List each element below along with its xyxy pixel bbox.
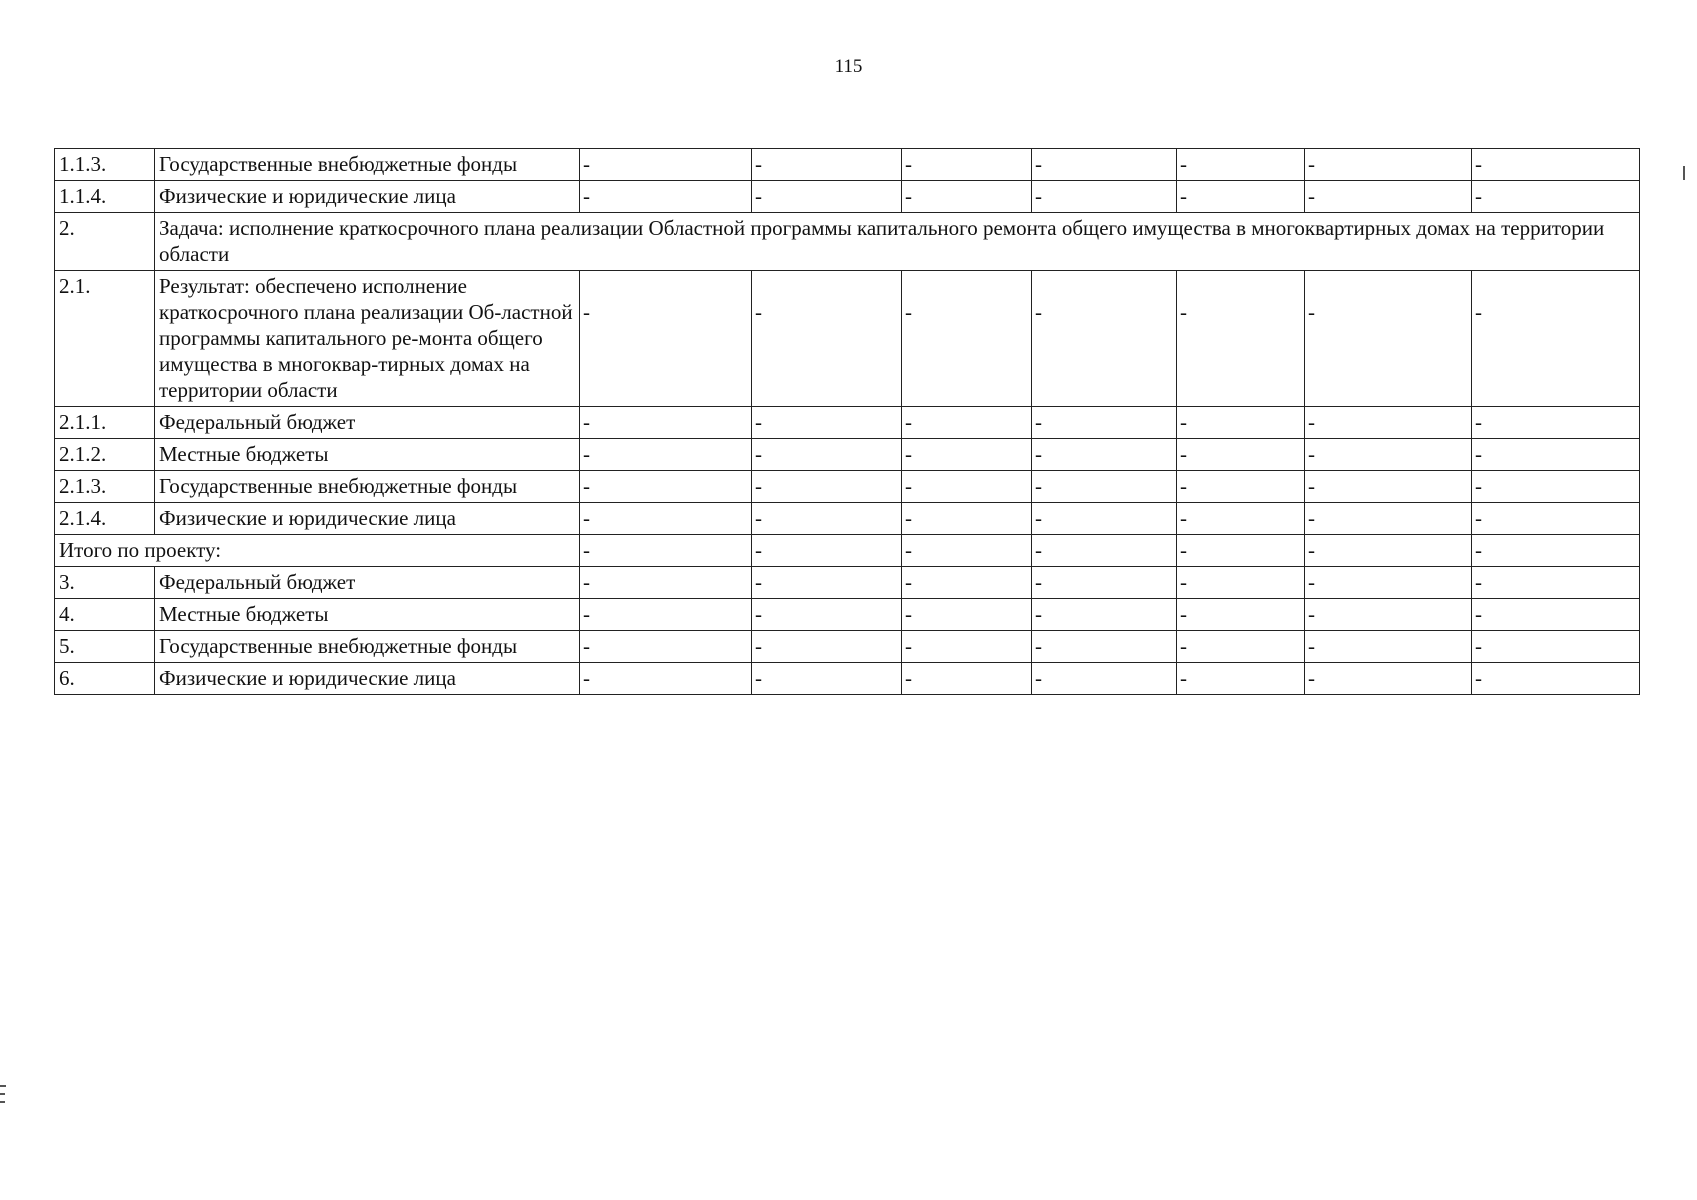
row-name: Государственные внебюджетные фонды xyxy=(155,631,580,663)
value-cell: - xyxy=(902,503,1032,535)
value-cell: - xyxy=(580,631,752,663)
value-cell: - xyxy=(1472,149,1640,181)
value-cell: - xyxy=(1177,271,1305,407)
row-name: Физические и юридические лица xyxy=(155,663,580,695)
budget-table-body xyxy=(55,149,1640,695)
value-cell: - xyxy=(1032,599,1177,631)
value-cell: - xyxy=(1472,471,1640,503)
budget-table-container xyxy=(54,148,1639,695)
value-cell: - xyxy=(902,271,1032,407)
value-cell: - xyxy=(1032,535,1177,567)
value-cell: - xyxy=(1177,439,1305,471)
row-name: Физические и юридические лица xyxy=(155,181,580,213)
value-cell: - xyxy=(1305,535,1472,567)
table-row xyxy=(55,407,1640,439)
value-cell: - xyxy=(1032,439,1177,471)
value-cell: - xyxy=(1177,567,1305,599)
table-row xyxy=(55,271,1640,407)
value-cell: - xyxy=(1177,663,1305,695)
value-cell: - xyxy=(580,663,752,695)
value-cell: - xyxy=(752,439,902,471)
value-cell: - xyxy=(580,271,752,407)
value-cell: - xyxy=(1032,663,1177,695)
value-cell: - xyxy=(902,535,1032,567)
row-name: Государственные внебюджетные фонды xyxy=(155,149,580,181)
value-cell: - xyxy=(752,631,902,663)
table-row xyxy=(55,181,1640,213)
value-cell: - xyxy=(1305,663,1472,695)
row-name: Местные бюджеты xyxy=(155,599,580,631)
page-number: 115 xyxy=(834,56,863,77)
value-cell: - xyxy=(1305,567,1472,599)
value-cell: - xyxy=(902,663,1032,695)
value-cell: - xyxy=(1177,471,1305,503)
scan-mark xyxy=(0,1085,6,1087)
value-cell: - xyxy=(1177,149,1305,181)
table-row xyxy=(55,149,1640,181)
table-row xyxy=(55,471,1640,503)
value-cell: - xyxy=(580,181,752,213)
value-cell: - xyxy=(752,181,902,213)
value-cell: - xyxy=(1032,271,1177,407)
result-description: Результат: обеспечено исполнение краткосрочного плана реализации Об-ластной программы капитального ре-монта общего имущества в многоквар-тирных домах на территории области xyxy=(155,271,580,407)
value-cell: - xyxy=(1032,567,1177,599)
table-row xyxy=(55,567,1640,599)
row-number: 4. xyxy=(55,599,155,631)
value-cell: - xyxy=(902,631,1032,663)
row-number: 2.1.3. xyxy=(55,471,155,503)
table-row xyxy=(55,663,1640,695)
value-cell: - xyxy=(1472,503,1640,535)
value-cell: - xyxy=(1305,439,1472,471)
table-row xyxy=(55,439,1640,471)
value-cell: - xyxy=(580,407,752,439)
row-name: Федеральный бюджет xyxy=(155,567,580,599)
row-number: 1.1.4. xyxy=(55,181,155,213)
value-cell: - xyxy=(902,567,1032,599)
table-row xyxy=(55,503,1640,535)
value-cell: - xyxy=(752,407,902,439)
value-cell: - xyxy=(1032,631,1177,663)
row-name: Государственные внебюджетные фонды xyxy=(155,471,580,503)
row-number: 2.1. xyxy=(55,271,155,407)
value-cell: - xyxy=(752,471,902,503)
row-number: 2.1.2. xyxy=(55,439,155,471)
value-cell: - xyxy=(580,439,752,471)
value-cell: - xyxy=(1472,599,1640,631)
value-cell: - xyxy=(580,567,752,599)
table-row xyxy=(55,599,1640,631)
value-cell: - xyxy=(580,535,752,567)
value-cell: - xyxy=(580,503,752,535)
value-cell: - xyxy=(752,149,902,181)
row-number: 6. xyxy=(55,663,155,695)
total-label: Итого по проекту: xyxy=(55,535,580,567)
value-cell: - xyxy=(1032,471,1177,503)
value-cell: - xyxy=(1472,567,1640,599)
value-cell: - xyxy=(1177,599,1305,631)
value-cell: - xyxy=(752,567,902,599)
table-row xyxy=(55,631,1640,663)
row-number: 2.1.1. xyxy=(55,407,155,439)
budget-table xyxy=(54,148,1640,695)
value-cell: - xyxy=(1177,535,1305,567)
value-cell: - xyxy=(1305,149,1472,181)
value-cell: - xyxy=(1305,471,1472,503)
row-number: 2.1.4. xyxy=(55,503,155,535)
scan-mark xyxy=(1683,166,1685,180)
value-cell: - xyxy=(1177,181,1305,213)
value-cell: - xyxy=(1032,503,1177,535)
value-cell: - xyxy=(1177,407,1305,439)
value-cell: - xyxy=(1305,503,1472,535)
value-cell: - xyxy=(902,407,1032,439)
value-cell: - xyxy=(1177,631,1305,663)
row-name: Физические и юридические лица xyxy=(155,503,580,535)
value-cell: - xyxy=(580,599,752,631)
row-name: Местные бюджеты xyxy=(155,439,580,471)
value-cell: - xyxy=(902,439,1032,471)
value-cell: - xyxy=(1032,149,1177,181)
value-cell: - xyxy=(752,599,902,631)
value-cell: - xyxy=(1472,631,1640,663)
value-cell: - xyxy=(1305,631,1472,663)
value-cell: - xyxy=(1032,181,1177,213)
value-cell: - xyxy=(752,535,902,567)
value-cell: - xyxy=(1472,663,1640,695)
row-number: 3. xyxy=(55,567,155,599)
row-name: Федеральный бюджет xyxy=(155,407,580,439)
value-cell: - xyxy=(1472,439,1640,471)
value-cell: - xyxy=(1472,181,1640,213)
scan-mark xyxy=(0,1093,5,1095)
row-number: 1.1.3. xyxy=(55,149,155,181)
value-cell: - xyxy=(1472,535,1640,567)
task-description: Задача: исполнение краткосрочного плана реализации Областной программы капитального ремонта общего имущества в многоквартирных домах на территории области xyxy=(155,213,1640,271)
value-cell: - xyxy=(1472,271,1640,407)
table-row xyxy=(55,213,1640,271)
value-cell: - xyxy=(1305,407,1472,439)
value-cell: - xyxy=(752,663,902,695)
value-cell: - xyxy=(1472,407,1640,439)
value-cell: - xyxy=(752,271,902,407)
table-row xyxy=(55,535,1640,567)
scan-mark xyxy=(0,1101,5,1103)
value-cell: - xyxy=(1305,271,1472,407)
value-cell: - xyxy=(902,599,1032,631)
row-number: 2. xyxy=(55,213,155,271)
value-cell: - xyxy=(902,181,1032,213)
value-cell: - xyxy=(1305,599,1472,631)
value-cell: - xyxy=(580,471,752,503)
value-cell: - xyxy=(752,503,902,535)
value-cell: - xyxy=(1305,181,1472,213)
value-cell: - xyxy=(902,471,1032,503)
value-cell: - xyxy=(1032,407,1177,439)
value-cell: - xyxy=(902,149,1032,181)
row-number: 5. xyxy=(55,631,155,663)
value-cell: - xyxy=(580,149,752,181)
value-cell: - xyxy=(1177,503,1305,535)
